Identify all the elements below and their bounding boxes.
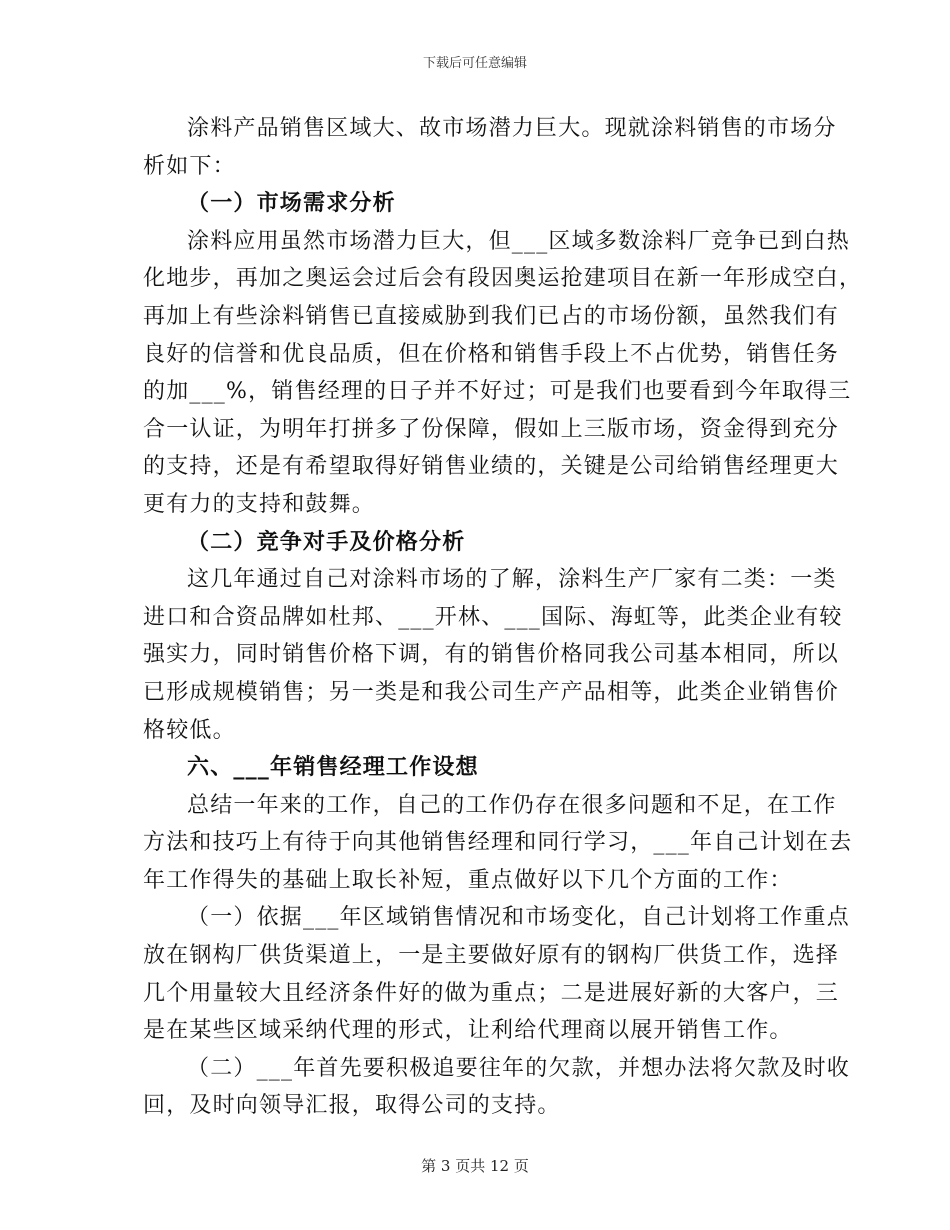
paragraph-line: 是在某些区域采纳代理的形式，让利给代理商以展开销售工作。: [143, 1018, 793, 1044]
paragraph-line: 方法和技巧上有待于向其他销售经理和同行学习，___年自己计划在去: [143, 830, 853, 856]
section-heading-market-demand: （一）市场需求分析: [187, 190, 396, 217]
section-heading-work-plan: 六、___年销售经理工作设想: [187, 754, 479, 781]
paragraph-line: 强实力，同时销售价格下调，有的销售价格同我公司基本相同，所以: [143, 642, 840, 668]
paragraph-line: （一）依据___年区域销售情况和市场变化，自己计划将工作重点: [187, 905, 851, 931]
page-header: 下载后可任意编辑: [422, 56, 527, 71]
paragraph-line: 格较低。: [143, 717, 236, 743]
paragraph-line: 合一认证，为明年打拼多了份保障，假如上三版市场，资金得到充分: [143, 416, 840, 442]
paragraph-line: （二）___年首先要积极追要往年的欠款，并想办法将欠款及时收: [187, 1055, 851, 1081]
paragraph-line: 进口和合资品牌如杜邦、___开林、___国际、海虹等，此类企业有较: [143, 604, 843, 630]
paragraph-line: 年工作得失的基础上取长补短，重点做好以下几个方面的工作：: [143, 867, 793, 893]
paragraph-line: 良好的信誉和优良品质，但在价格和销售手段上不占优势，销售任务: [143, 341, 840, 367]
paragraph-line: 的加___%，销售经理的日子并不好过；可是我们也要看到今年取得三: [143, 379, 852, 405]
paragraph-line: 已形成规模销售；另一类是和我公司生产产品相等，此类企业销售价: [143, 679, 840, 705]
document-body: [143, 110, 863, 1125]
page-footer: 第 3 页共 12 页: [421, 1157, 529, 1175]
paragraph-line: 涂料产品销售区域大、故市场潜力巨大。现就涂料销售的市场分: [187, 116, 837, 141]
paragraph-line: 回，及时向领导汇报，取得公司的支持。: [143, 1093, 561, 1119]
paragraph-line: 化地步，再加之奥运会过后会有段因奥运抢建项目在新一年形成空白，: [143, 266, 863, 292]
paragraph-line: 再加上有些涂料销售已直接威胁到我们已占的市场份额，虽然我们有: [143, 303, 840, 329]
paragraph-line: 放在钢构厂供货渠道上，一是主要做好原有的钢构厂供货工作，选择: [143, 943, 840, 969]
paragraph-line: 这几年通过自己对涂料市场的了解，涂料生产厂家有二类：一类: [187, 567, 837, 593]
paragraph-line: 涂料应用虽然市场潜力巨大，但___区域多数涂料厂竞争已到白热: [187, 228, 851, 254]
paragraph-line: 的支持，还是有希望取得好销售业绩的，关键是公司给销售经理更大: [143, 454, 840, 480]
paragraph-line: 析如下：: [143, 153, 236, 179]
paragraph-line: 几个用量较大且经济条件好的做为重点；二是进展好新的大客户，三: [143, 980, 840, 1006]
paragraph-line: 总结一年来的工作，自己的工作仍存在很多问题和不足，在工作: [187, 792, 837, 818]
section-heading-competitors: （二）竞争对手及价格分析: [187, 528, 466, 555]
paragraph-line: 更有力的支持和鼓舞。: [143, 491, 376, 517]
